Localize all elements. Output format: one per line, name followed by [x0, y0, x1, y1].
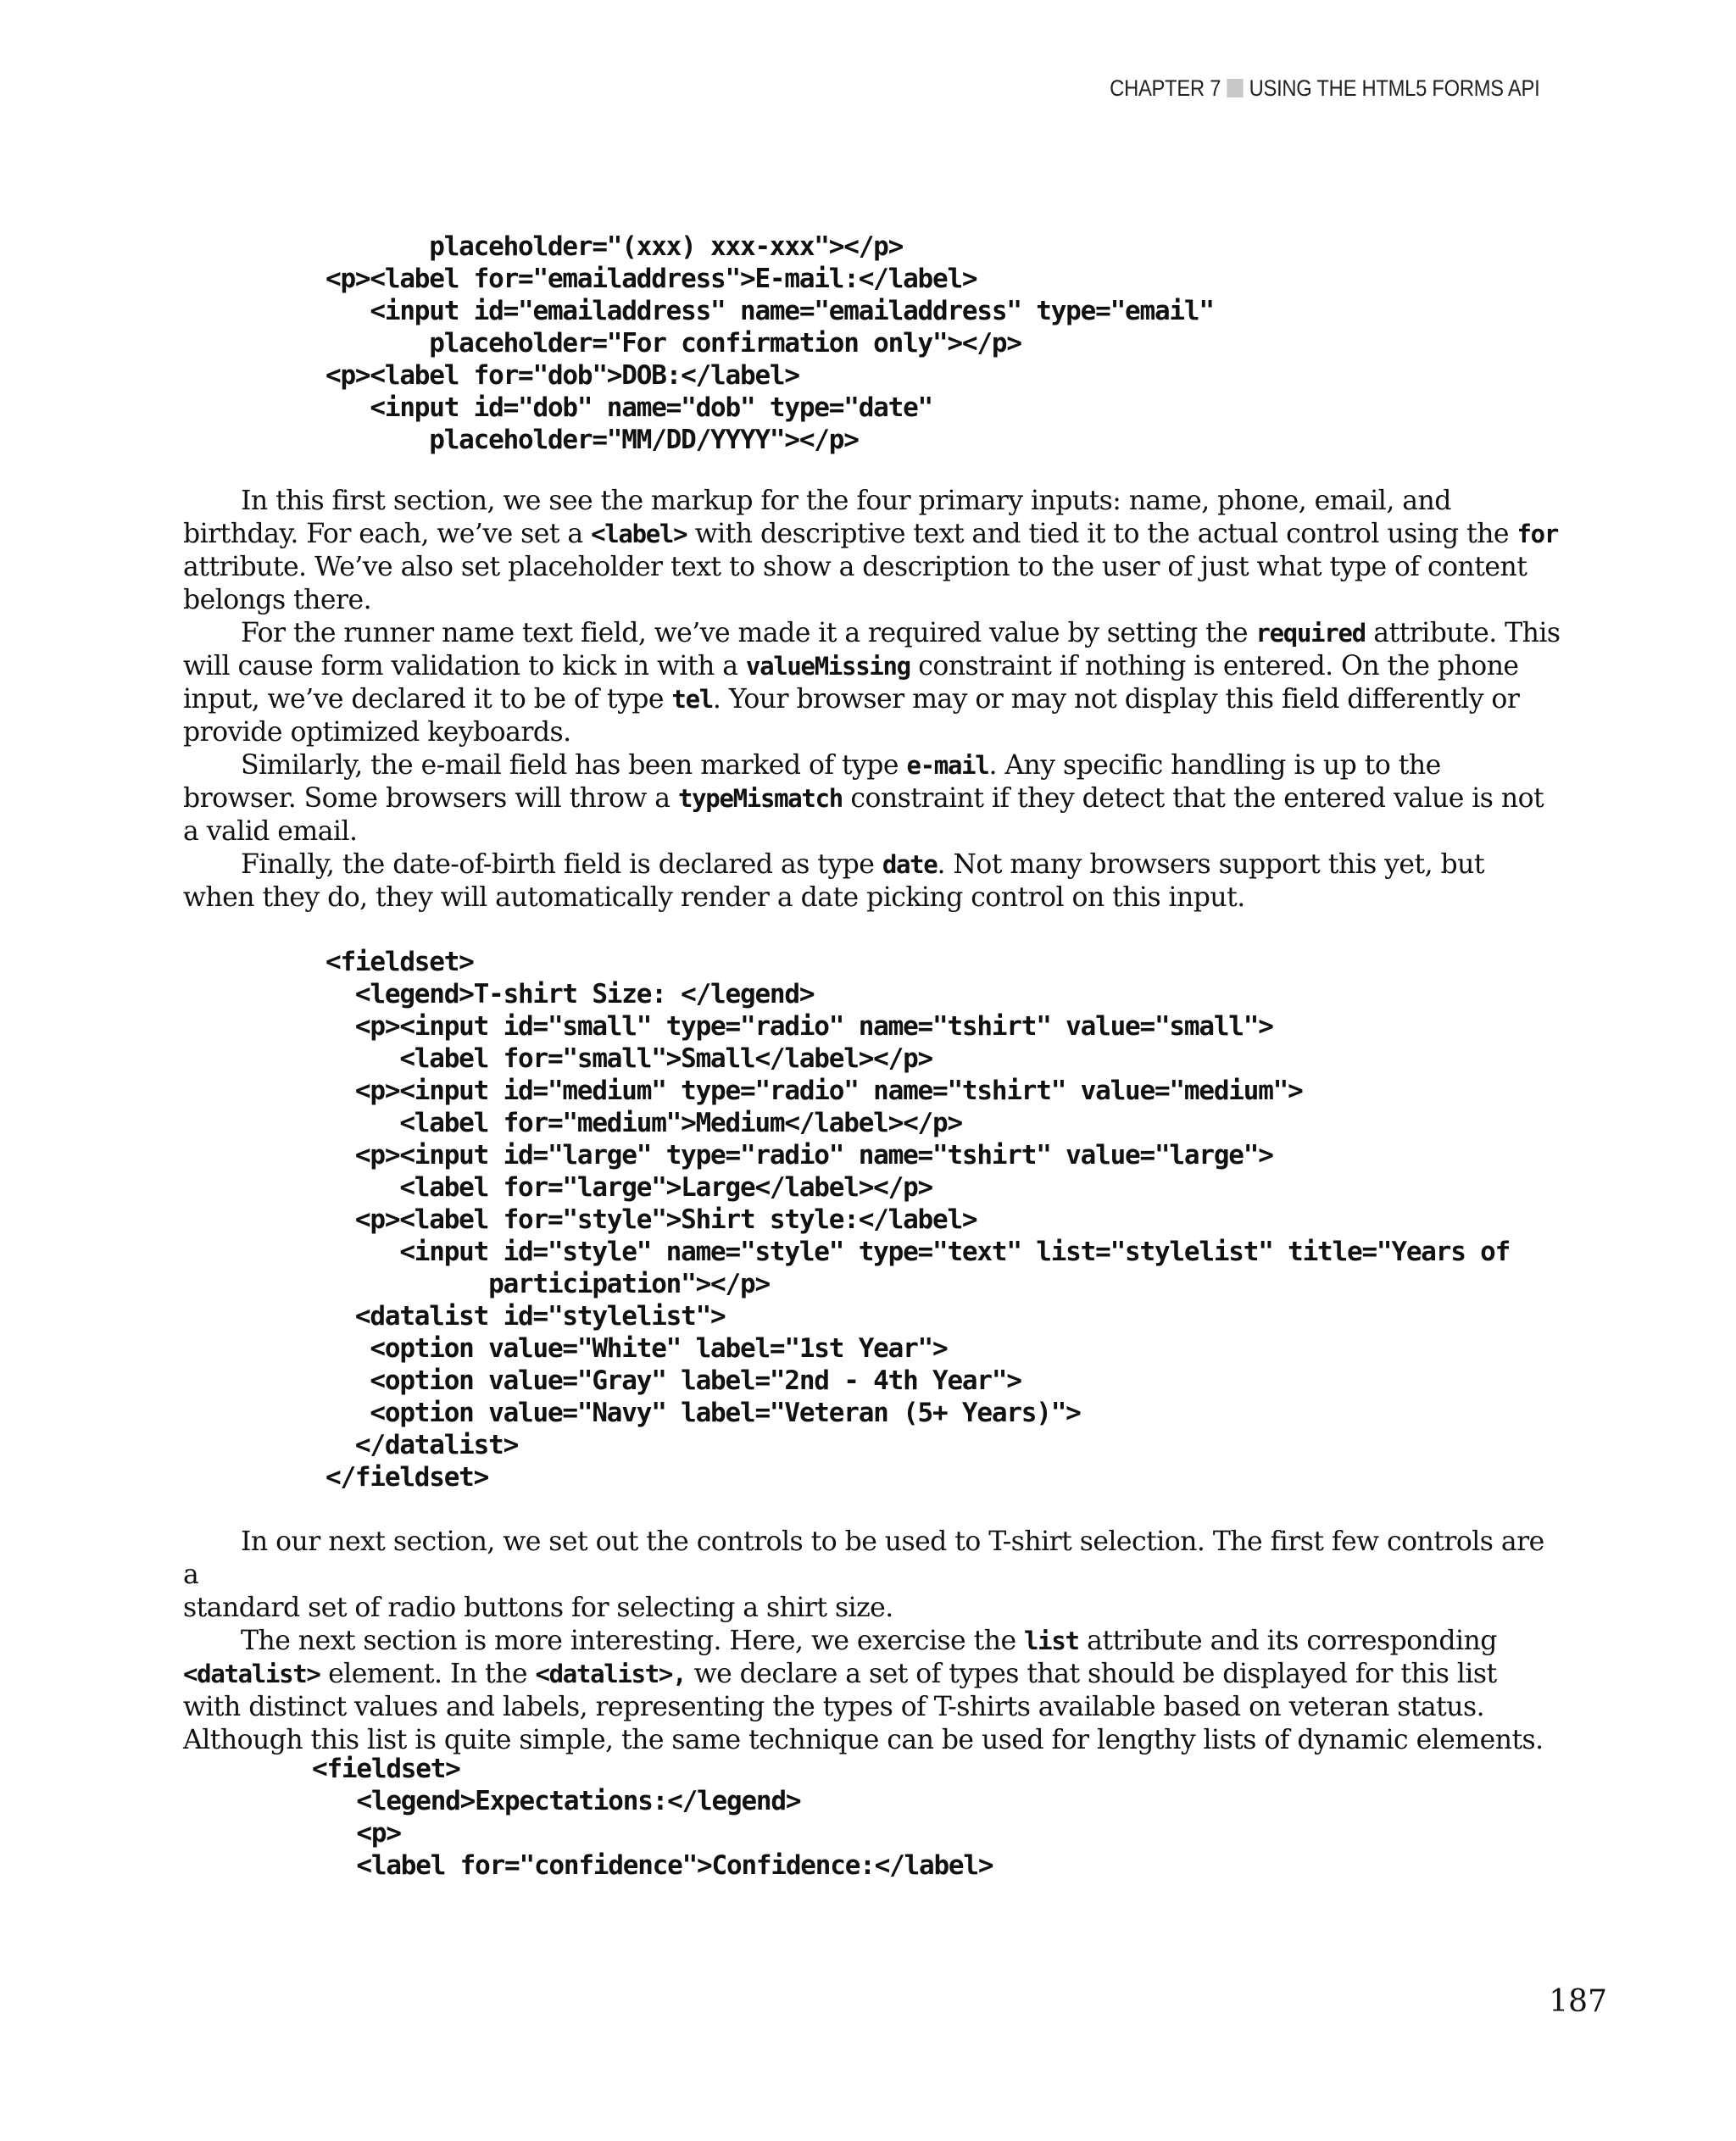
- code-line: <option value="Navy" label="Veteran (5+ Years)">: [326, 1398, 1081, 1428]
- code-line: <p><label for="style">Shirt style:</label>: [326, 1204, 977, 1235]
- code-line: <p><input id="small" type="radio" name="tshirt" value="small">: [326, 1011, 1273, 1042]
- code-listing-tshirt-fieldset: [326, 946, 1510, 1493]
- text-line: input, we’ve declared it to be of type tel. Your browser may or may not display this field differently or: [183, 684, 1520, 715]
- inline-code: <datalist>: [183, 1660, 320, 1688]
- code-line: <legend>Expectations:</legend>: [312, 1786, 801, 1816]
- text-line: with distinct values and labels, representing the types of T-shirts available based on veteran status.: [183, 1692, 1485, 1722]
- text-line: birthday. For each, we’ve set a <label> with descriptive text and tied it to the actual control using the for: [183, 519, 1558, 549]
- code-line: <p>: [312, 1818, 401, 1849]
- paragraph: [183, 1526, 1566, 1625]
- paragraph: [183, 485, 1566, 617]
- text-line: provide optimized keyboards.: [183, 717, 571, 748]
- text-line: In this first section, we see the markup for the four primary inputs: name, phone, email, and: [241, 486, 1451, 516]
- code-line: <datalist id="stylelist">: [326, 1301, 726, 1332]
- text-line: standard set of radio buttons for selecting a shirt size.: [183, 1593, 893, 1623]
- text-line: Similarly, the e-mail field has been marked of type e-mail. Any specific handling is up to the: [241, 750, 1441, 781]
- code-line: <label for="confidence">Confidence:</label>: [312, 1850, 993, 1881]
- code-line: <legend>T-shirt Size: </legend>: [326, 979, 815, 1009]
- paragraph: [183, 1625, 1566, 1757]
- chapter-title: USING THE HTML5 FORMS API: [1249, 75, 1539, 101]
- code-line: <option value="Gray" label="2nd - 4th Year">: [326, 1365, 1021, 1396]
- text-line: attribute. We’ve also set placeholder text to show a description to the user of just what type of content: [183, 552, 1527, 582]
- inline-code: tel: [671, 685, 713, 714]
- text-line: For the runner name text field, we’ve made it a required value by setting the required attribute. This: [241, 618, 1561, 648]
- text-line: Although this list is quite simple, the same technique can be used for lengthy lists of dynamic elements.: [183, 1725, 1544, 1755]
- running-head: [1110, 71, 1539, 105]
- text-line: In our next section, we set out the controls to be used to T-shirt selection. The first few controls are a: [183, 1527, 1553, 1590]
- paragraph: [183, 617, 1566, 749]
- code-line: <input id="dob" name="dob" type="date": [326, 392, 933, 423]
- code-listing-contact-inputs: [326, 231, 1214, 456]
- code-listing-expectations-fieldset: [312, 1753, 993, 1882]
- inline-code: valueMissing: [745, 652, 910, 681]
- body-text-section-1: [183, 485, 1566, 915]
- inline-code: e-mail: [906, 751, 989, 780]
- inline-code: for: [1516, 520, 1558, 548]
- inline-code: typeMismatch: [677, 784, 843, 813]
- code-line: <fieldset>: [312, 1754, 460, 1784]
- paragraph: [183, 749, 1566, 848]
- code-line: <p><input id="large" type="radio" name="tshirt" value="large">: [326, 1140, 1273, 1171]
- inline-code: required: [1255, 619, 1366, 648]
- text-line: The next section is more interesting. Here, we exercise the list attribute and its corresponding: [241, 1626, 1497, 1656]
- code-line: participation"></p>: [326, 1269, 770, 1299]
- text-line: when they do, they will automatically render a date picking control on this input.: [183, 882, 1245, 913]
- body-text-section-2: [183, 1526, 1566, 1757]
- code-line: <fieldset>: [326, 947, 474, 977]
- code-line: placeholder="For confirmation only"></p>: [326, 328, 1021, 359]
- code-line: <p><label for="dob">DOB:</label>: [326, 360, 799, 391]
- text-line: <datalist> element. In the <datalist>, we declare a set of types that should be displayed for this list: [183, 1659, 1497, 1689]
- code-line: placeholder="(xxx) xxx-xxx"></p>: [326, 231, 904, 262]
- code-line: <label for="small">Small</label></p>: [326, 1043, 933, 1074]
- inline-code: <label>: [591, 520, 687, 548]
- text-line: a valid email.: [183, 816, 358, 847]
- code-line: <input id="emailaddress" name="emailaddress" type="email": [326, 296, 1214, 326]
- inline-code: list: [1024, 1627, 1079, 1655]
- chapter-label: CHAPTER 7: [1109, 75, 1221, 101]
- code-line: </datalist>: [326, 1430, 519, 1460]
- code-line: <p><label for="emailaddress">E-mail:</label>: [326, 264, 977, 294]
- code-line: <p><input id="medium" type="radio" name="tshirt" value="medium">: [326, 1076, 1303, 1106]
- code-line: <input id="style" name="style" type="text" list="stylelist" title="Years of: [326, 1237, 1511, 1267]
- text-line: Finally, the date-of-birth field is declared as type date. Not many browsers support this yet, but: [241, 849, 1484, 880]
- separator-square-icon: [1227, 79, 1243, 97]
- code-line: <label for="medium">Medium</label></p>: [326, 1108, 962, 1138]
- text-line: will cause form validation to kick in with a valueMissing constraint if nothing is entered. On the phone: [183, 651, 1519, 681]
- code-line: placeholder="MM/DD/YYYY"></p>: [326, 425, 859, 455]
- text-line: browser. Some browsers will throw a typeMismatch constraint if they detect that the entered value is not: [183, 783, 1544, 814]
- inline-code: <datalist>,: [535, 1660, 687, 1688]
- code-line: <option value="White" label="1st Year">: [326, 1333, 948, 1364]
- code-line: </fieldset>: [326, 1462, 489, 1493]
- text-line: belongs there.: [183, 585, 372, 615]
- inline-code: date: [882, 850, 938, 879]
- paragraph: [183, 848, 1566, 915]
- page-number: 187: [1549, 1984, 1607, 2019]
- code-line: <label for="large">Large</label></p>: [326, 1172, 933, 1203]
